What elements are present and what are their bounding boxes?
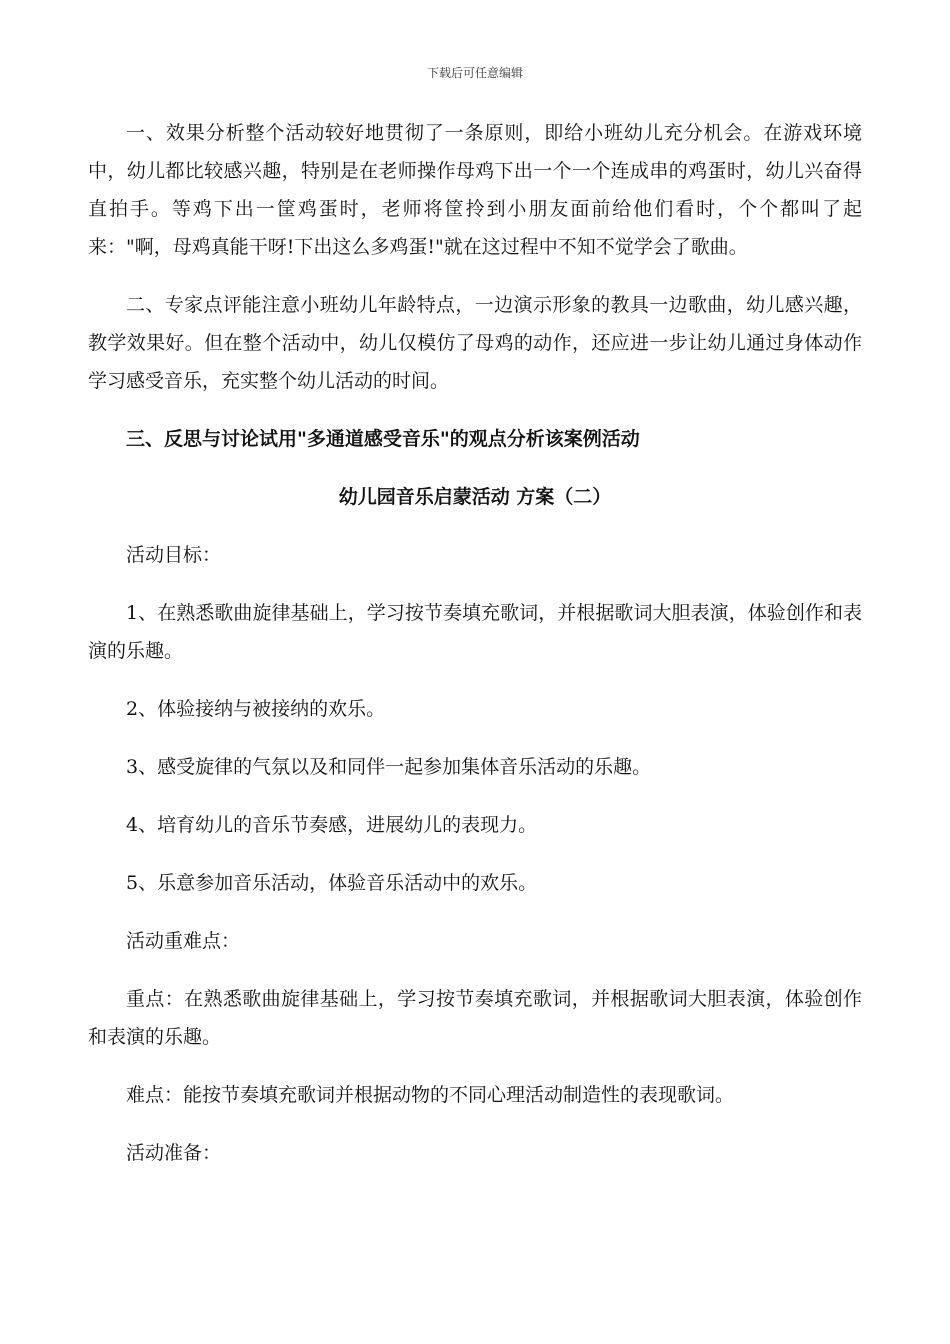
plan-title: 幼儿园音乐启蒙活动 方案（二） xyxy=(338,486,612,508)
paragraph-reflection: 三、反思与讨论试用"多通道感受音乐"的观点分析该案例活动 xyxy=(126,428,640,450)
goal-item-5: 5、乐意参加音乐活动，体验音乐活动中的欢乐。 xyxy=(126,872,538,894)
preparation-heading: 活动准备： xyxy=(126,1142,222,1164)
document-body xyxy=(88,114,862,1192)
goal-item-2: 2、体验接纳与被接纳的欢乐。 xyxy=(126,698,386,720)
goal-item-4: 4、培育幼儿的音乐节奏感，进展幼儿的表现力。 xyxy=(126,814,538,836)
paragraph-expert-review: 二、专家点评能注意小班幼儿年龄特点，一边演示形象的教具一边歌曲，幼儿感兴趣，教学效果好。但在整个活动中，幼儿仅模仿了母鸡的动作，还应进一步让幼儿通过身体动作学习感受音乐，充实整个幼儿活动的时间。 xyxy=(88,294,862,392)
goal-item-3: 3、感受旋律的气氛以及和同伴一起参加集体音乐活动的乐趣。 xyxy=(126,756,652,778)
key-point: 重点：在熟悉歌曲旋律基础上，学习按节奏填充歌词，并根据歌词大胆表演，体验创作和表演的乐趣。 xyxy=(88,988,862,1048)
header-watermark: 下载后可任意编辑 xyxy=(426,66,523,80)
goal-item-1: 1、在熟悉歌曲旋律基础上，学习按节奏填充歌词，并根据歌词大胆表演，体验创作和表演的乐趣。 xyxy=(88,602,862,662)
key-difficulty-heading: 活动重难点： xyxy=(126,930,241,952)
goals-heading: 活动目标： xyxy=(126,544,222,566)
paragraph-effect-analysis: 一、效果分析整个活动较好地贯彻了一条原则，即给小班幼儿充分机会。在游戏环境中，幼儿都比较感兴趣，特别是在老师操作母鸡下出一个一个连成串的鸡蛋时，幼儿兴奋得直拍手。等鸡下出一筐鸡蛋时，老师将筐拎到小朋友面前给他们看时，个个都叫了起来："啊，母鸡真能干呀!下出这么多鸡蛋!"就在这过程中不知不觉学会了歌曲。 xyxy=(88,122,862,258)
difficult-point: 难点：能按节奏填充歌词并根据动物的不同心理活动制造性的表现歌词。 xyxy=(126,1084,735,1106)
